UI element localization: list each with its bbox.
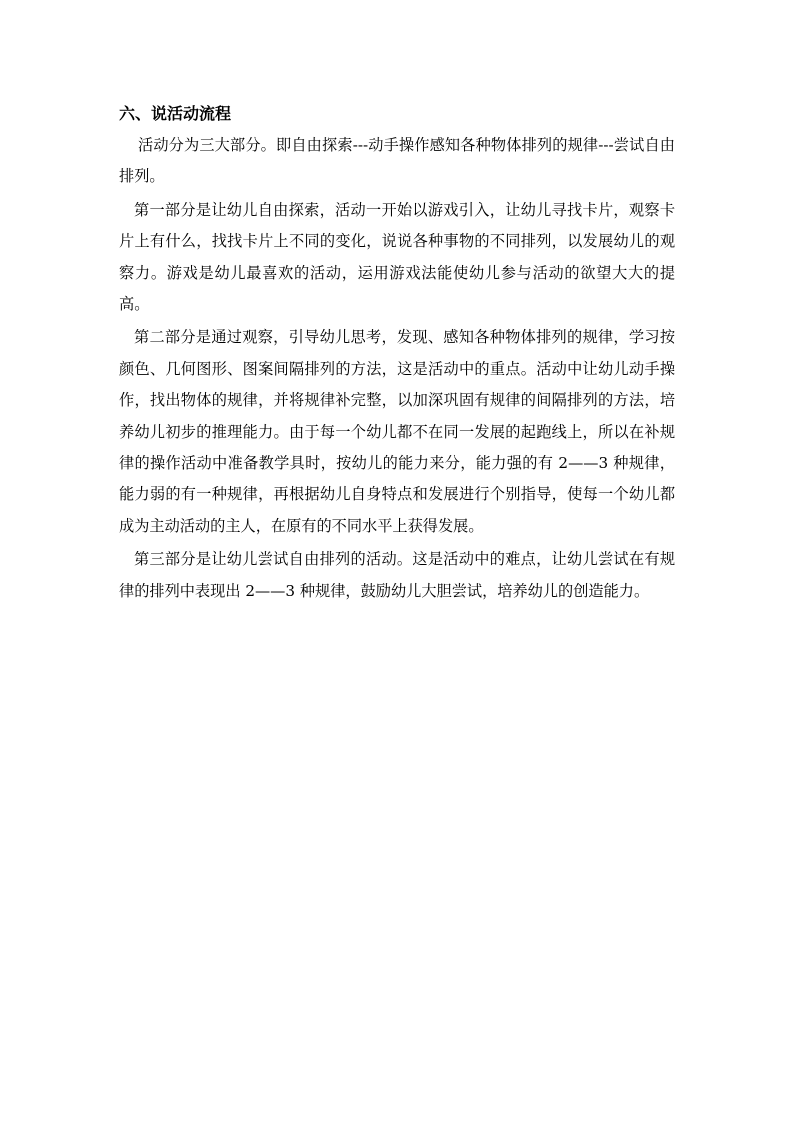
document-body [119,100,675,607]
paragraph-part-two: 第二部分是通过观察，引导幼儿思考，发现、感知各种物体排列的规律，学习按颜色、几何图形、图案间隔排列的方法，这是活动中的重点。活动中让幼儿动手操作，找出物体的规律，并将规律补完整，以加深巩固有规律的间隔排列的方法，培养幼儿初步的推理能力。由于每一个幼儿都不在同一发展的起跑线上，所以在补规律的操作活动中准备教学具时，按幼儿的能力来分，能力强的有 2——3 种规律，能力弱的有一种规律，再根据幼儿自身特点和发展进行个别指导，使每一个幼儿都成为主动活动的主人，在原有的不同水平上获得发展。 [119,328,675,535]
paragraph-overview: 活动分为三大部分。即自由探索---动手操作感知各种物体排列的规律---尝试自由排列。 [119,136,675,186]
paragraph-part-one: 第一部分是让幼儿自由探索，活动一开始以游戏引入，让幼儿寻找卡片，观察卡片上有什么，找找卡片上不同的变化，说说各种事物的不同排列，以发展幼儿的观察力。游戏是幼儿最喜欢的活动，运用游戏法能使幼儿参与活动的欲望大大的提高。 [119,200,675,314]
paragraph-part-three: 第三部分是让幼儿尝试自由排列的活动。这是活动中的难点，让幼儿尝试在有规律的排列中表现出 2——3 种规律，鼓励幼儿大胆尝试，培养幼儿的创造能力。 [119,550,675,600]
section-heading: 六、说活动流程 [119,104,232,123]
